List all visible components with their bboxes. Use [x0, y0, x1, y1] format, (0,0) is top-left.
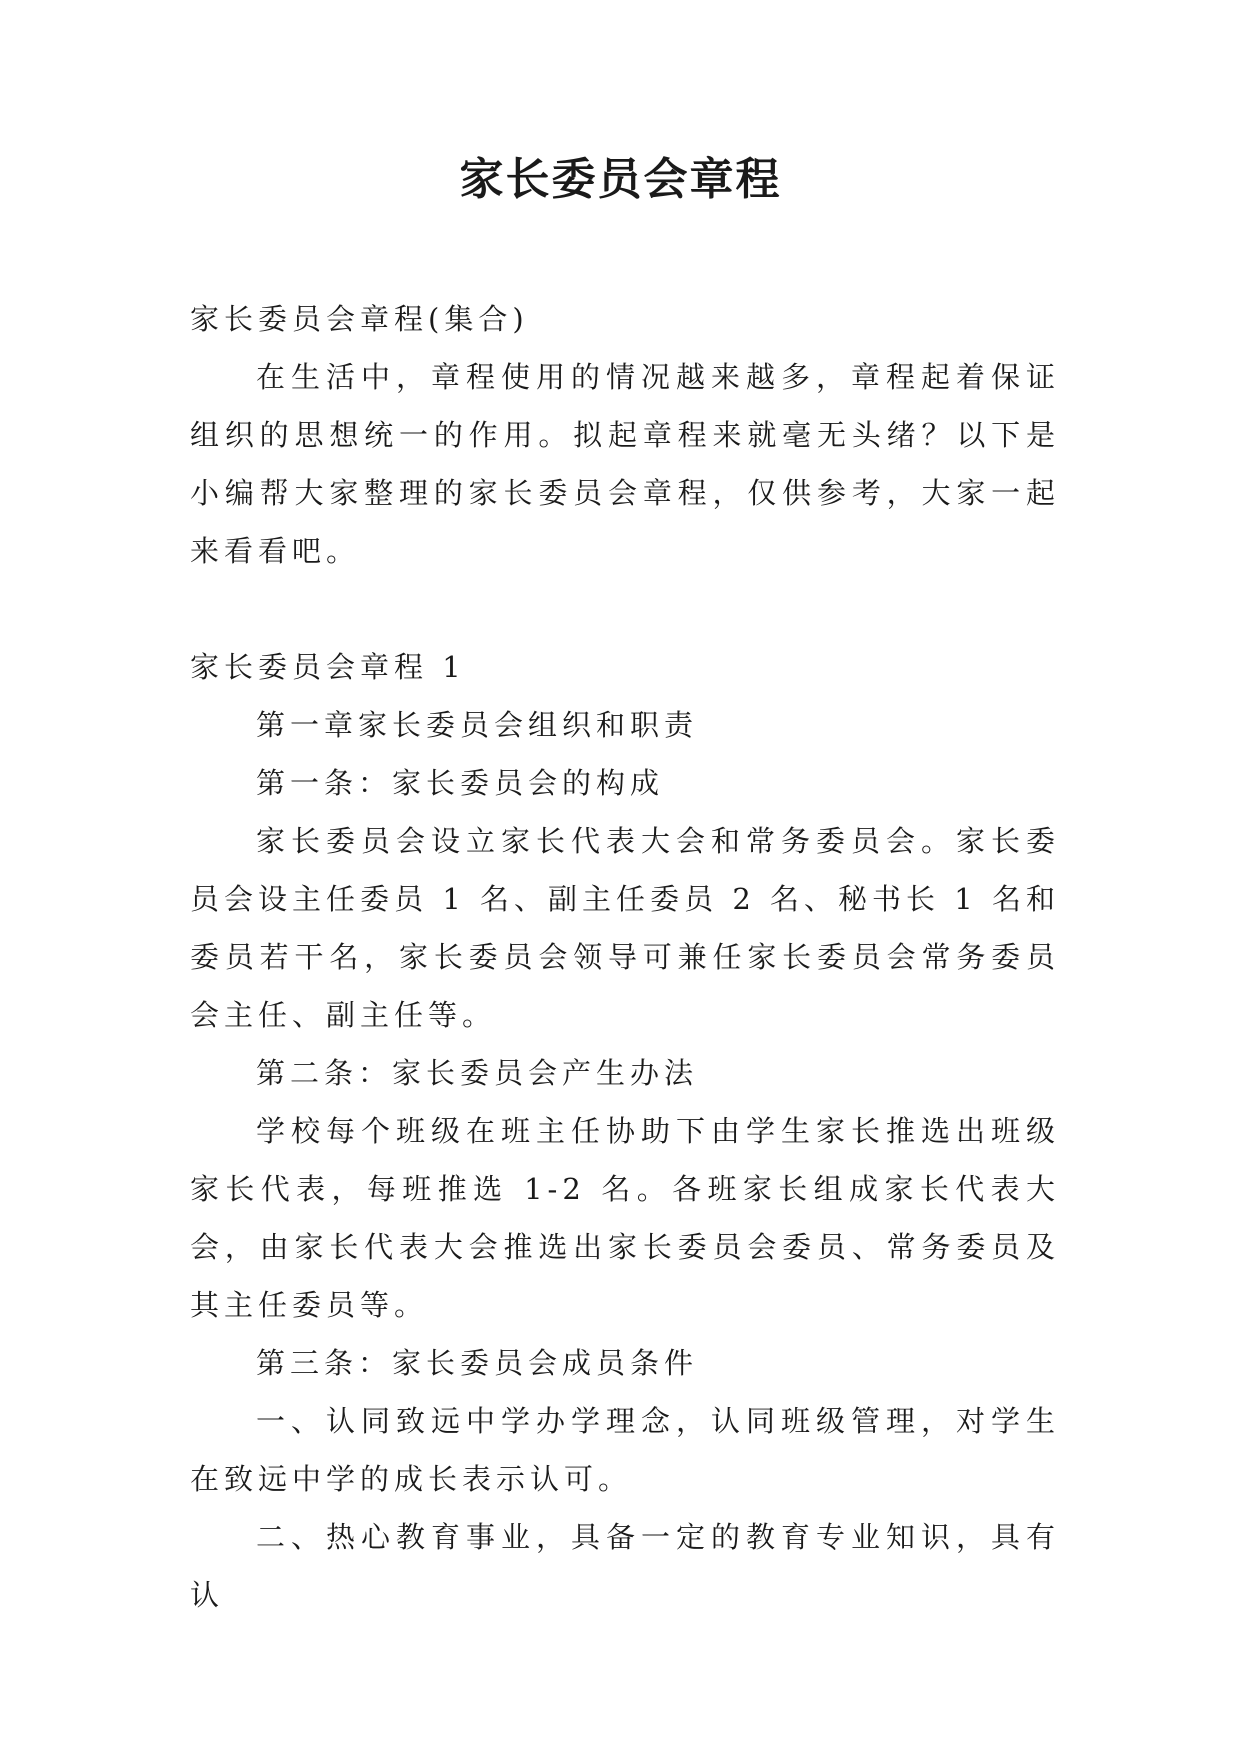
condition-1: 一、认同致远中学办学理念，认同班级管理，对学生在致远中学的成长表示认可。: [190, 1404, 1060, 1496]
spacer: [190, 580, 1060, 638]
page-title: 家长委员会章程: [459, 154, 782, 205]
chapter-heading: 第一章家长委员会组织和职责: [256, 708, 699, 742]
intro-paragraph: 在生活中，章程使用的情况越来越多，章程起着保证组织的思想统一的作用。拟起章程来就毫无头绪？以下是小编帮大家整理的家长委员会章程，仅供参考，大家一起来看看吧。: [190, 360, 1060, 568]
article-1-body: 家长委员会设立家长代表大会和常务委员会。家长委员会设主任委员 1 名、副主任委员 2 名、秘书长 1 名和委员若干名，家长委员会领导可兼任家长委员会常务委员会主任、副主任等。: [190, 824, 1060, 1032]
article-3-title: 第三条：家长委员会成员条件: [256, 1346, 699, 1380]
article-2-body: 学校每个班级在班主任协助下由学生家长推选出班级家长代表，每班推选 1-2 名。各班家长组成家长代表大会，由家长代表大会推选出家长委员会委员、常务委员及其主任委员等。: [190, 1114, 1060, 1322]
document-body: [190, 290, 1060, 1624]
article-2-title: 第二条：家长委员会产生办法: [256, 1056, 699, 1090]
condition-2: 二、热心教育事业，具备一定的教育专业知识，具有认: [190, 1520, 1060, 1612]
article-1-title: 第一条：家长委员会的构成: [256, 766, 665, 800]
section-heading: 家长委员会章程 1: [190, 650, 466, 684]
subtitle: 家长委员会章程(集合): [190, 302, 529, 336]
